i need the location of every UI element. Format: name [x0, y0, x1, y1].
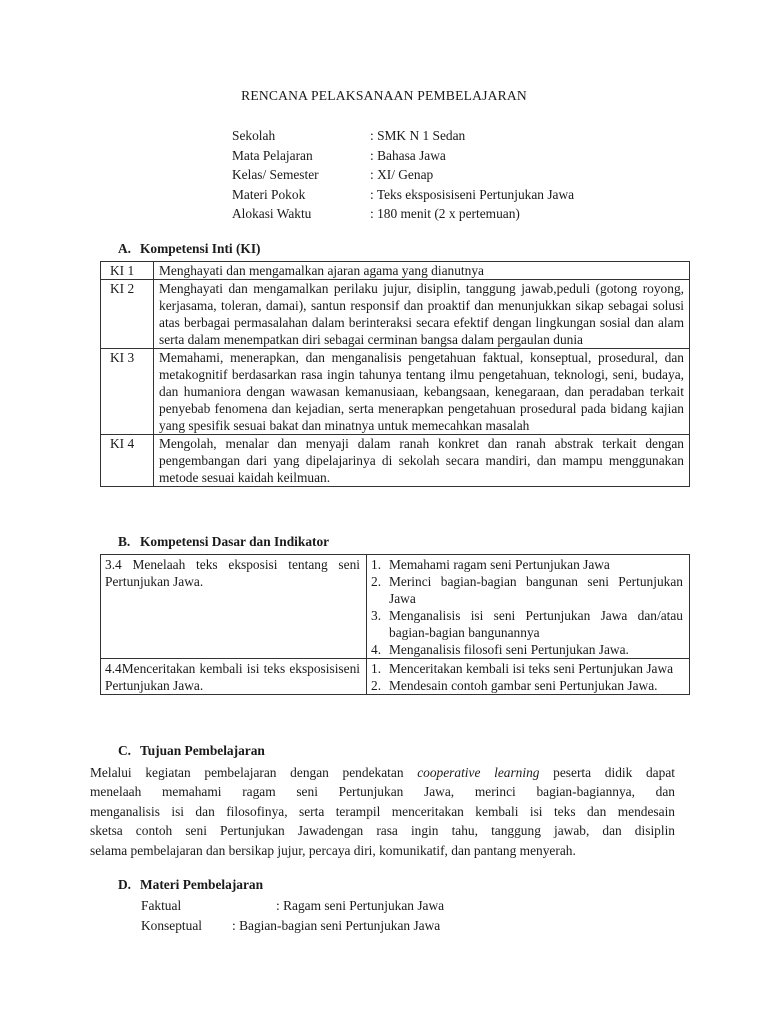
- table-row: [101, 435, 690, 487]
- ki-description: Memahami, menerapkan, dan menganalisis pengetahuan faktual, konseptual, prosedural, dan metakognitif berdasarkan rasa ingin tahunya tentang ilmu pengetahuan, teknologi, seni, budaya, dan humaniora dengan wawasan kemanusiaan, kebangsaan, kenegaraan, dan peradaban terkait penyebab fenomena dan kejadian, serta menerapkan pengetahuan prosedural pada bidang kajian yang spesifik sesuai bakat dan minatnya untuk memecahkan masalah: [154, 349, 690, 435]
- section-c-heading: [118, 743, 265, 759]
- identity-value: : Teks eksposisiseni Pertunjukan Jawa: [370, 186, 575, 202]
- section-d-heading: [118, 877, 263, 893]
- section-b-heading: [118, 534, 329, 550]
- indicator-cell: [367, 555, 690, 659]
- materi-row-konseptual: [141, 916, 601, 936]
- identity-value: : 180 menit (2 x pertemuan): [370, 206, 520, 222]
- section-title: Kompetensi Inti (KI): [140, 241, 261, 256]
- list-item: [371, 556, 683, 573]
- ki-code: KI 2: [101, 280, 154, 349]
- paragraph-text: peserta didik dapat: [553, 765, 675, 780]
- identity-row-alokasi-waktu: [232, 204, 652, 224]
- indicator-number: 2.: [371, 678, 382, 693]
- identity-row-mata-pelajaran: [232, 146, 652, 166]
- section-letter: D.: [118, 877, 132, 892]
- materi-value: : Ragam seni Pertunjukan Jawa: [276, 898, 445, 913]
- materi-row-faktual: [141, 896, 601, 916]
- tujuan-paragraph: [90, 763, 675, 860]
- paragraph-line: selama pembelajaran dan bersikap jujur, percaya diri, komunikatif, dan pantang menyerah.: [90, 842, 576, 858]
- indicator-text: Mendesain contoh gambar seni Pertunjukan Jawa.: [389, 678, 658, 693]
- materi-label: Faktual: [141, 898, 182, 913]
- ki-code: KI 4: [101, 435, 154, 487]
- section-a-heading: [118, 241, 261, 257]
- ki-description: Menghayati dan mengamalkan perilaku jujur, disiplin, tanggung jawab,peduli (gotong royong, kerjasama, toleran, damai), santun responsif dan proaktif dan menunjukkan sikap sebagai solusi atas berbagai permasalahan dalam berinteraksi secara efektif dengan lingkungan sosial dan alam serta dalam menempatkan diri sebagai cerminan bangsa dalam pergaulan dunia: [154, 280, 690, 349]
- indicator-text: Menceritakan kembali isi teks seni Pertunjukan Jawa: [389, 661, 674, 676]
- kd-text: 4.4Menceritakan kembali isi teks eksposisiseni Pertunjukan Jawa.: [105, 661, 360, 693]
- list-item: [371, 573, 683, 607]
- list-item: [371, 607, 683, 641]
- indicator-number: 1.: [371, 557, 382, 572]
- indicator-list: [371, 660, 683, 694]
- materi-label: Konseptual: [141, 917, 202, 933]
- identity-row-materi-pokok: [232, 185, 652, 205]
- indicator-text: Memahami ragam seni Pertunjukan Jawa: [389, 557, 610, 572]
- section-title: Tujuan Pembelajaran: [140, 743, 265, 758]
- section-letter: A.: [118, 241, 132, 256]
- identity-value: : XI/ Genap: [370, 167, 434, 183]
- ki-code: KI 1: [101, 262, 154, 280]
- ki-code: KI 3: [101, 349, 154, 435]
- identity-label: Sekolah: [232, 128, 276, 143]
- indicator-list: [371, 556, 683, 658]
- section-letter: C.: [118, 743, 132, 758]
- table-row: [101, 349, 690, 435]
- kd-text: 3.4 Menelaah teks eksposisi tentang seni Pertunjukan Jawa.: [105, 557, 360, 589]
- section-title: Kompetensi Dasar dan Indikator: [140, 534, 330, 549]
- identity-label: Mata Pelajaran: [232, 147, 313, 163]
- table-row: [101, 659, 690, 695]
- section-title: Materi Pembelajaran: [140, 877, 264, 892]
- identity-value: : Bahasa Jawa: [370, 147, 446, 163]
- ki-description: Menghayati dan mengamalkan ajaran agama yang dianutnya: [154, 262, 690, 280]
- identity-label: Materi Pokok: [232, 186, 306, 202]
- indicator-number: 1.: [371, 661, 382, 676]
- kd-cell: [101, 659, 367, 695]
- materi-value: : Bagian-bagian seni Pertunjukan Jawa: [232, 917, 441, 933]
- kompetensi-dasar-table: [100, 554, 690, 695]
- indicator-text: Menganalisis isi seni Pertunjukan Jawa dan/atau bagian-bagian bangunannya: [389, 608, 683, 640]
- paragraph-text: Melalui kegiatan pembelajaran dengan pendekatan: [90, 765, 404, 780]
- indicator-number: 2.: [371, 574, 382, 589]
- document-title: RENCANA PELAKSANAAN PEMBELAJARAN: [241, 88, 527, 103]
- table-row: [101, 555, 690, 659]
- list-item: [371, 641, 683, 658]
- identity-value: : SMK N 1 Sedan: [370, 128, 466, 143]
- identity-row-sekolah: [232, 126, 652, 146]
- table-row: [101, 280, 690, 349]
- identity-label: Alokasi Waktu: [232, 206, 312, 222]
- identity-block: [232, 126, 652, 224]
- table-row: [101, 262, 690, 280]
- kd-cell: [101, 555, 367, 659]
- list-item: [371, 677, 683, 694]
- indicator-text: Merinci bagian-bagian bangunan seni Pertunjukan Jawa: [389, 574, 683, 606]
- paragraph-line: menelaah memahami ragam seni Pertunjukan Jawa, merinci bagian-bagiannya, dan: [90, 784, 675, 800]
- paragraph-line: menganalisis isi dan filosofinya, serta terampil menceritakan kembali isi teks dan mendesain: [90, 803, 675, 819]
- indicator-text: Menganalisis filosofi seni Pertunjukan Jawa.: [389, 642, 629, 657]
- kompetensi-inti-table: [100, 261, 690, 487]
- indicator-number: 4.: [371, 642, 382, 657]
- paragraph-line: [90, 763, 675, 782]
- identity-label: Kelas/ Semester: [232, 167, 319, 183]
- indicator-cell: [367, 659, 690, 695]
- identity-row-kelas-semester: [232, 165, 652, 185]
- paragraph-line: sketsa contoh seni Pertunjukan Jawadengan rasa ingin tahu, tanggung jawab, dan disiplin: [90, 823, 675, 839]
- paragraph-emphasis: cooperative learning: [417, 765, 540, 780]
- materi-block: [141, 896, 601, 935]
- list-item: [371, 660, 683, 677]
- ki-description: Mengolah, menalar dan menyaji dalam ranah konkret dan ranah abstrak terkait dengan pengembangan dari yang dipelajarinya di sekolah secara mandiri, dan mampu menggunakan metode sesuai kaidah keilmuan.: [154, 435, 690, 487]
- section-letter: B.: [118, 534, 131, 549]
- indicator-number: 3.: [371, 608, 382, 623]
